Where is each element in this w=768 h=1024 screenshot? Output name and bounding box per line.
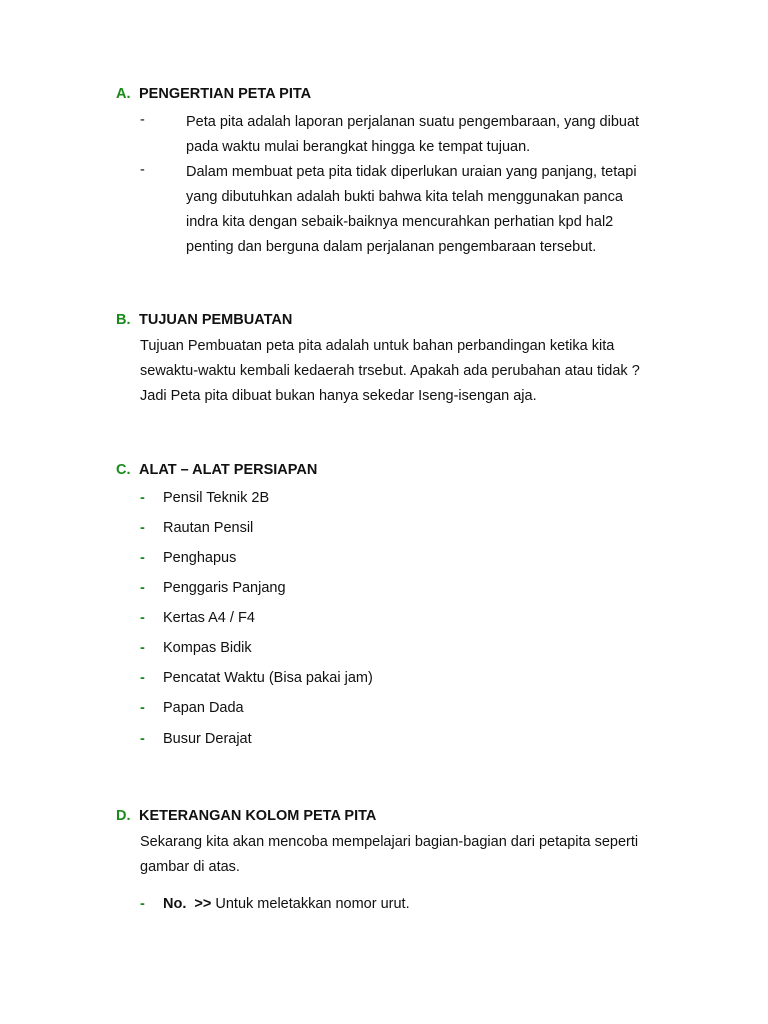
text-line: penting dan berguna dalam perjalanan pengembaraan tersebut. xyxy=(186,239,597,255)
dash-marker: - xyxy=(140,112,145,128)
tool-label: Papan Dada xyxy=(163,700,244,716)
tool-list-item xyxy=(140,670,373,686)
dash-marker: - xyxy=(140,162,145,178)
tool-list-item xyxy=(140,550,236,566)
text-line: pada waktu mulai berangkat hingga ke tempat tujuan. xyxy=(186,139,531,155)
text-line: yang dibutuhkan adalah bukti bahwa kita telah menggunakan panca xyxy=(186,189,623,205)
section-b-title: TUJUAN PEMBUATAN xyxy=(139,312,293,328)
section-d-heading xyxy=(116,808,376,824)
column-description: Untuk meletakkan nomor urut. xyxy=(215,896,410,912)
tool-label: Kertas A4 / F4 xyxy=(163,610,255,626)
bullet-dash: - xyxy=(140,490,145,506)
section-c-letter: C. xyxy=(116,462,131,478)
section-c-title: ALAT – ALAT PERSIAPAN xyxy=(139,462,318,478)
text-line: Dalam membuat peta pita tidak diperlukan uraian yang panjang, tetapi xyxy=(186,164,637,180)
tool-label: Kompas Bidik xyxy=(163,640,252,656)
tool-label: Pencatat Waktu (Bisa pakai jam) xyxy=(163,670,373,686)
bullet-dash: - xyxy=(140,731,145,747)
text-line: gambar di atas. xyxy=(140,859,240,875)
text-line: Tujuan Pembuatan peta pita adalah untuk bahan perbandingan ketika kita xyxy=(140,338,615,354)
tool-label: Penghapus xyxy=(163,550,237,566)
tool-label: Penggaris Panjang xyxy=(163,580,286,596)
bullet-dash: - xyxy=(140,580,145,596)
tool-list-item xyxy=(140,700,244,716)
section-b-heading xyxy=(116,312,292,328)
column-term: No. xyxy=(163,896,187,912)
text-line: Peta pita adalah laporan perjalanan suatu pengembaraan, yang dibuat xyxy=(186,114,640,130)
section-a-heading xyxy=(116,86,311,102)
bullet-dash: - xyxy=(140,520,145,536)
bullet-dash: - xyxy=(140,670,145,686)
bullet-dash: - xyxy=(140,700,145,716)
section-d-paragraph xyxy=(140,830,700,880)
section-d-title: KETERANGAN KOLOM PETA PITA xyxy=(139,808,377,824)
section-b-paragraph xyxy=(140,334,700,409)
arrow-marker: >> xyxy=(194,896,212,912)
tool-list-item xyxy=(140,520,253,536)
column-definition-item xyxy=(140,896,410,912)
section-b-letter: B. xyxy=(116,312,131,328)
text-line: sewaktu-waktu kembali kedaerah trsebut. Apakah ada perubahan atau tidak ? xyxy=(140,363,640,379)
bullet-dash: - xyxy=(140,640,145,656)
tool-list-item xyxy=(140,490,269,506)
bullet-dash: - xyxy=(140,550,145,566)
section-a-title: PENGERTIAN PETA PITA xyxy=(139,86,312,102)
bullet-dash: - xyxy=(140,610,145,626)
section-d-letter: D. xyxy=(116,808,131,824)
section-c-heading xyxy=(116,462,317,478)
tool-list-item xyxy=(140,640,252,656)
tool-label: Busur Derajat xyxy=(163,731,252,747)
tool-list-item xyxy=(140,731,252,747)
tool-label: Rautan Pensil xyxy=(163,520,254,536)
tool-label: Pensil Teknik 2B xyxy=(163,490,270,506)
tool-list-item xyxy=(140,580,286,596)
text-line: Jadi Peta pita dibuat bukan hanya sekedar Iseng-isengan aja. xyxy=(140,388,537,404)
section-a-item-1-text xyxy=(186,110,696,160)
section-a-item-2-text xyxy=(186,160,696,260)
bullet-dash: - xyxy=(140,896,145,912)
text-line: Sekarang kita akan mencoba mempelajari bagian-bagian dari petapita seperti xyxy=(140,834,639,850)
text-line: indra kita dengan sebaik-baiknya mencurahkan perhatian kpd hal2 xyxy=(186,214,614,230)
tool-list-item xyxy=(140,610,255,626)
section-a-letter: A. xyxy=(116,86,131,102)
